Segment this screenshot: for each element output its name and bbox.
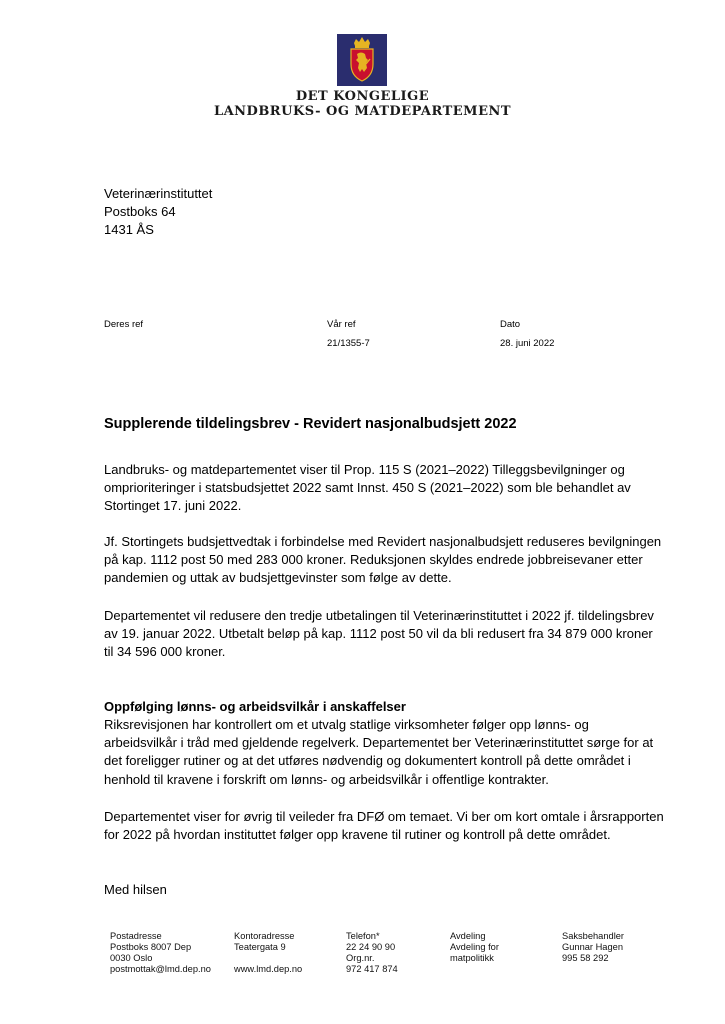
footer-saksbehandler <box>562 931 624 975</box>
paragraph-5: Departementet viser for øvrig til veileder fra DFØ om temaet. Vi ber om kort omtale i årsrapporten for 2022 på hvordan instituttet følger opp kravene til rutiner og kontroll på dette området. <box>104 809 664 843</box>
footer-kontoradresse-line <box>234 953 302 964</box>
footer-saksbehandler-phone: 995 58 292 <box>562 953 609 963</box>
ministry-name-line2: LANDBRUKS- OG MATDEPARTEMENT <box>213 104 512 119</box>
footer-kontoradresse-label: Kontoradresse <box>234 931 295 941</box>
footer-orgnr-label: Org.nr. <box>346 953 375 963</box>
footer-postadresse-line: 0030 Oslo <box>110 953 153 963</box>
closing-greeting: Med hilsen <box>104 882 167 897</box>
letter-subject: Supplerende tildelingsbrev - Revidert nasjonalbudsjett 2022 <box>104 416 517 432</box>
deres-ref-label: Deres ref <box>104 319 144 330</box>
var-ref-value: 21/1355-7 <box>327 338 370 349</box>
footer-postadresse-label: Postadresse <box>110 931 162 941</box>
footer-avdeling-line <box>450 964 499 975</box>
footer-kontoradresse <box>234 931 302 975</box>
footer-telefon-label: Telefon* <box>346 931 380 941</box>
footer-avdeling-line: Avdeling for <box>450 942 499 952</box>
footer-avdeling <box>450 931 499 975</box>
footer-website: www.lmd.dep.no <box>234 964 303 974</box>
footer-saksbehandler-label: Saksbehandler <box>562 931 625 941</box>
footer-saksbehandler-name: Gunnar Hagen <box>562 942 623 952</box>
royal-coat-of-arms-logo <box>337 34 387 86</box>
ministry-name-line1: DET KONGELIGE <box>295 89 430 104</box>
footer-postadresse-line: Postboks 8007 Dep <box>110 942 192 952</box>
footer-saksbehandler-line <box>562 964 624 975</box>
paragraph-1: Landbruks- og matdepartementet viser til Prop. 115 S (2021–2022) Tilleggsbevilgninger og omprioriteringer i statsbudsjettet 2022 samt Innst. 450 S (2021–2022) som ble behandlet av Stortinget 17. juni 2022. <box>104 462 631 514</box>
dato-value: 28. juni 2022 <box>500 338 555 349</box>
footer-email: postmottak@lmd.dep.no <box>110 964 211 974</box>
footer-postadresse <box>110 931 211 975</box>
var-ref-label: Vår ref <box>327 319 356 330</box>
recipient-address: Postboks 64 <box>104 204 176 219</box>
paragraph-4: Riksrevisjonen har kontrollert om et utvalg statlige virksomheter følger opp lønns- og arbeidsvilkår i tråd med gjeldende regelverk. Departementet ber Veterinærinstituttet sørge for at det foreligger rutiner og at det utføres nødvendig og dokumentert kontroll på dette området i henhold til kravene i forskrift om lønns- og arbeidsvilkår i offentlige kontrakter. <box>104 717 654 787</box>
footer-orgnr-value: 972 417 874 <box>346 964 398 974</box>
footer-avdeling-line: matpolitikk <box>450 953 494 963</box>
section-heading: Oppfølging lønns- og arbeidsvilkår i anskaffelser <box>104 699 406 714</box>
recipient-name: Veterinærinstituttet <box>104 186 213 201</box>
recipient-postal: 1431 ÅS <box>104 222 154 237</box>
footer-telefon-number: 22 24 90 90 <box>346 942 396 952</box>
paragraph-3: Departementet vil redusere den tredje utbetalingen til Veterinærinstituttet i 2022 jf. tildelingsbrev av 19. januar 2022. Utbetalt beløp på kap. 1112 post 50 vil da bli redusert fra 34 879 000 kroner til 34 596 000 kroner. <box>104 608 654 660</box>
paragraph-2: Jf. Stortingets budsjettvedtak i forbindelse med Revidert nasjonalbudsjett reduseres bevilgningen på kap. 1112 post 50 med 283 000 kroner. Reduksjonen skyldes endrede jobbreisevaner etter pandemien og uttak av budsjettgevinster som følge av dette. <box>104 534 662 586</box>
footer-avdeling-label: Avdeling <box>450 931 486 941</box>
footer-telefon <box>346 931 398 975</box>
footer-kontoradresse-line: Teatergata 9 <box>234 942 286 952</box>
dato-label: Dato <box>500 319 521 330</box>
